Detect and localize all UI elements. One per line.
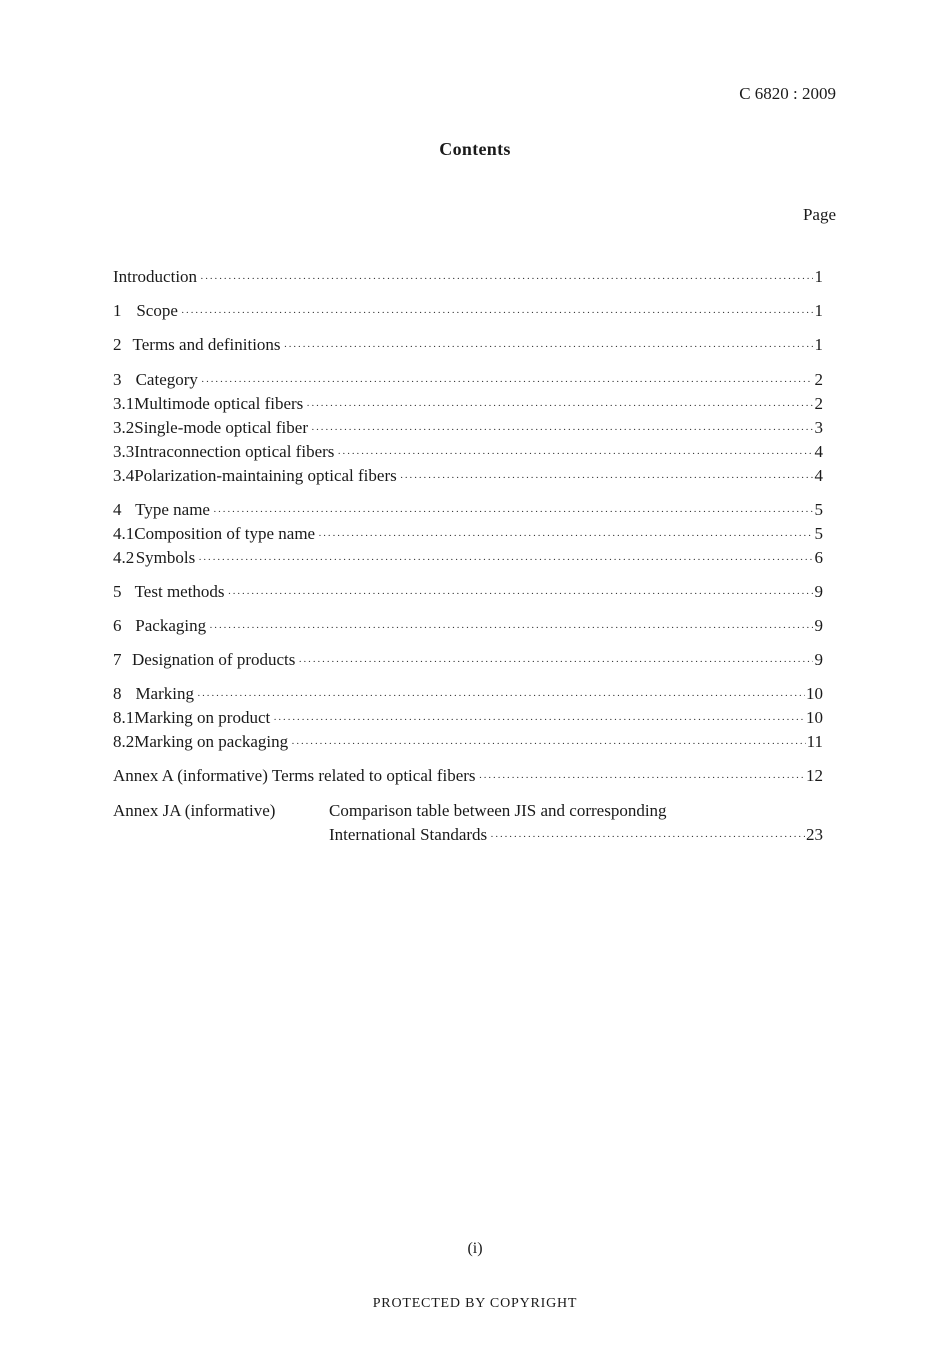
toc-entry-title: Terms and definitions [132,335,281,354]
leader-dots [306,394,813,418]
toc-entry-number: 4.1 [113,524,135,543]
toc-entry-page: 1 [814,335,823,354]
toc-entry-title: Scope [136,301,178,320]
document-id: C 6820 : 2009 [739,84,836,103]
toc-entry-page: 10 [806,684,823,703]
toc-entry-page: 12 [806,766,823,785]
leader-dots [298,650,813,674]
toc-entry-page: 23 [806,825,823,844]
toc-entry-title: Introduction [113,267,198,286]
toc-entry-intraconnection[interactable] [113,440,823,464]
toc-entry-title: Polarization-maintaining optical fibers [134,466,397,485]
leader-dots [337,442,813,466]
toc-entry-page: 1 [814,267,823,286]
toc-entry-title: Terms related to optical fibers [271,766,476,785]
toc-entry-category[interactable] [113,368,823,392]
leader-dots [200,267,813,291]
toc-entry-number: 4.2 [113,548,135,567]
leader-dots [198,548,813,572]
annex-label: Annex A (informative) [113,766,268,785]
toc-entry-marking-on-product[interactable] [113,706,823,730]
toc-entry-introduction[interactable] [113,265,823,289]
annex-ja-label: Annex JA (informative) [113,801,276,820]
toc-entry-designation[interactable] [113,648,823,672]
toc-entry-title: Marking on packaging [134,732,289,751]
toc-entry-page: 2 [814,370,823,389]
toc-entry-number: 2 [113,335,122,354]
toc-entry-title: Category [135,370,198,389]
toc-entry-number: 8 [113,684,122,703]
toc-entry-single-mode[interactable] [113,416,823,440]
page-column-header: Page [802,205,836,224]
toc-entry-number: 5 [113,582,122,601]
toc-entry-title: Single-mode optical fiber [134,418,308,437]
toc-entry-annex-a[interactable] [113,764,823,788]
toc-entry-title: Test methods [134,582,225,601]
toc-entry-type-name[interactable] [113,498,823,522]
toc-entry-title: Designation of products [132,650,296,669]
toc-entry-number: 8.1 [113,708,135,727]
leader-dots [201,370,813,394]
toc-entry-page: 1 [814,301,823,320]
toc-entry-title: Type name [135,500,210,519]
toc-entry-scope[interactable] [113,299,823,323]
toc-entry-page: 2 [814,394,823,413]
toc-entry-page: 5 [814,500,823,519]
toc-entry-marking[interactable] [113,682,823,706]
toc-entry-number: 1 [113,301,122,320]
page-title: Contents [439,139,511,159]
leader-dots [273,708,805,732]
leader-dots [181,301,813,325]
leader-dots [311,418,813,442]
toc-entry-symbols[interactable] [113,546,823,570]
toc-entry-terms-and-definitions[interactable] [113,333,823,357]
toc-entry-number: 7 [113,650,122,669]
toc-entry-page: 6 [814,548,823,567]
leader-dots [284,335,813,359]
leader-dots [479,766,805,790]
toc-entry-title: Composition of type name [134,524,316,543]
toc-entry-title: Intraconnection optical fibers [134,442,335,461]
toc-entry-composition[interactable] [113,522,823,546]
leader-dots [400,466,813,490]
toc-entry-title: Marking [135,684,194,703]
toc-entry-title: Packaging [135,616,207,635]
toc-entry-page: 9 [814,616,823,635]
leader-dots [228,582,813,606]
leader-dots [213,500,813,524]
leader-dots [490,825,805,849]
toc-entry-title: Marking on product [134,708,271,727]
toc-entry-packaging[interactable] [113,614,823,638]
toc-entry-number: 6 [113,616,122,635]
toc-entry-page: 10 [806,708,823,727]
toc-entry-number: 3 [113,370,122,389]
toc-entry-title: Symbols [135,548,196,567]
page-folio: (i) [467,1240,483,1257]
leader-dots [318,524,813,548]
toc-entry-number: 3.3 [113,442,135,461]
toc-entry-number: 3.1 [113,394,135,413]
toc-entry-number: 3.2 [113,418,135,437]
leader-dots [291,732,805,756]
toc-entry-multimode[interactable] [113,392,823,416]
toc-entry-page: 3 [814,418,823,437]
annex-ja-title-line2: International Standards [329,825,488,844]
toc-entry-page: 11 [806,732,823,751]
toc-entry-number: 3.4 [113,466,135,485]
toc-entry-title: Multimode optical fibers [134,394,304,413]
toc-entry-marking-on-packaging[interactable] [113,730,823,754]
toc-entry-number: 4 [113,500,122,519]
toc-entry-annex-ja[interactable] [329,823,823,847]
copyright-footer: PROTECTED BY COPYRIGHT [372,1296,578,1311]
toc-entry-polarization[interactable] [113,464,823,488]
toc-entry-page: 4 [814,466,823,485]
toc-entry-page: 5 [814,524,823,543]
leader-dots [197,684,805,708]
toc-entry-page: 9 [814,650,823,669]
toc-entry-page: 9 [814,582,823,601]
toc-entry-page: 4 [814,442,823,461]
toc-entry-number: 8.2 [113,732,135,751]
annex-ja-title-line1[interactable]: Comparison table between JIS and corresponding [329,801,667,820]
toc-entry-test-methods[interactable] [113,580,823,604]
leader-dots [209,616,813,640]
